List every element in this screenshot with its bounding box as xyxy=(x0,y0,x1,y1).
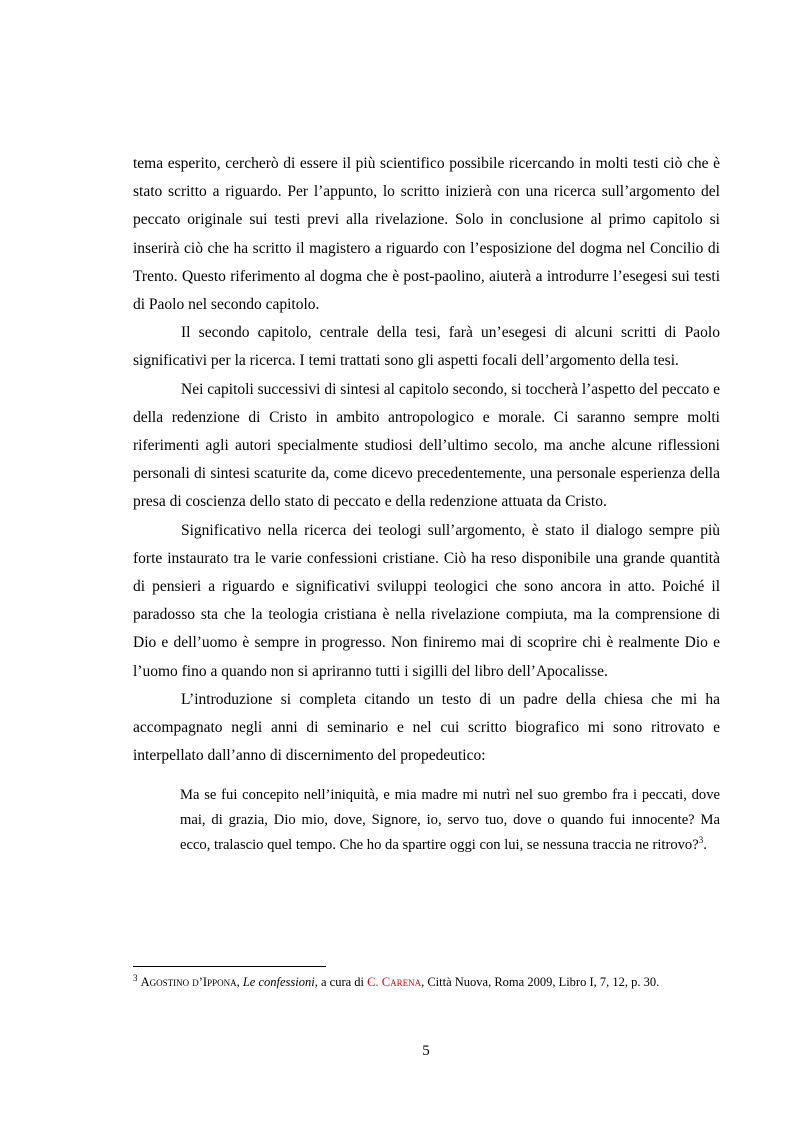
quote-trailing: . xyxy=(703,837,707,853)
footnote-number: 3 xyxy=(133,972,138,983)
paragraph-introduction-closing: L’introduzione si completa citando un testo di un padre della chiesa che mi ha accompagnato negli anni di seminario e nel cui scritto biografico mi sono ritrovato e interpellato dall’anno di discernimento del propedeutico: xyxy=(133,690,720,765)
footnote: $^3$ Agostino d’Ippona, Le confessioni, a cura di C. Carena, Città Nuova, Roma 2009, Libro I, 7, 12, p. 30. xyxy=(133,972,660,989)
page-number: 5 xyxy=(422,1043,430,1059)
quote-text: Ma se fui concepito nell’iniquità, e mia madre mi nutrì nel suo grembo fra i peccati, dove mai, di grazia, Dio mio, dove, Signore, io, servo tuo, dove o quando fui innocente? Ma ecco, tralascio quel tempo. Che ho da spartire oggi con lui, se nessuna traccia ne ritrovo? xyxy=(180,787,720,853)
block-quote xyxy=(180,783,720,858)
paragraph-ecumenical-dialogue: Significativo nella ricerca dei teologi sull’argomento, è stato il dialogo sempre più forte instaurato tra le varie confessioni cristiane. Ciò ha reso disponibile una grande quantità di pensieri a riguardo e significativi sviluppi teologici che sono ancora in atto. Poiché il paradosso sta che la teologia cristiana è nella rivelazione compiuta, ma la comprensione di Dio e dell’uomo è sempre in progresso. Non finiremo mai di scoprire chi è realmente Dio e l’uomo fino a quando non si apriranno tutti i sigilli del libro dell’Apocalisse. xyxy=(133,521,720,680)
footnote-separator xyxy=(133,966,326,967)
footnote-editor-link[interactable]: C. Carena xyxy=(367,975,422,989)
paragraph-following-chapters: Nei capitoli successivi di sintesi al capitolo secondo, si toccherà l’aspetto del peccato e della redenzione di Cristo in ambito antropologico e morale. Ci saranno sempre molti riferimenti agli autori specialmente studiosi dell’ultimo secolo, ma anche alcune riflessioni personali di sintesi scaturite da, come dicevo precedentemente, una personale esperienza della presa di coscienza dello stato di peccato e della redenzione attuata da Cristo. xyxy=(133,380,720,511)
paragraph-continued: tema esperito, cercherò di essere il più scientifico possibile ricercando in molti testi ciò che è stato scritto a riguardo. Per l’appunto, lo scritto inizierà con una ricerca sull’argomento del peccato originale sui testi previ alla rivelazione. Solo in conclusione al primo capitolo si inserirà ciò che ha scritto il magistero a riguardo con l’esposizione del dogma nel Concilio di Trento. Questo riferimento al dogma che è post-paolino, aiuterà a introdurre l’esegesi sui testi di Paolo nel secondo capitolo. xyxy=(133,155,720,314)
footnote-title: Le confessioni xyxy=(242,975,315,989)
footnote-details: , Città Nuova, Roma 2009, Libro I, 7, 12, p. 30. xyxy=(421,975,660,989)
footnote-reference[interactable]: 3 xyxy=(698,835,704,846)
footnote-author: Agostino d’Ippona xyxy=(140,975,237,989)
paragraph-second-chapter: Il secondo capitolo, centrale della tesi, farà un’esegesi di alcuni scritti di Paolo significativi per la ricerca. I temi trattati sono gli aspetti focali dell’argomento della tesi. xyxy=(133,324,720,370)
body-text xyxy=(133,150,720,770)
